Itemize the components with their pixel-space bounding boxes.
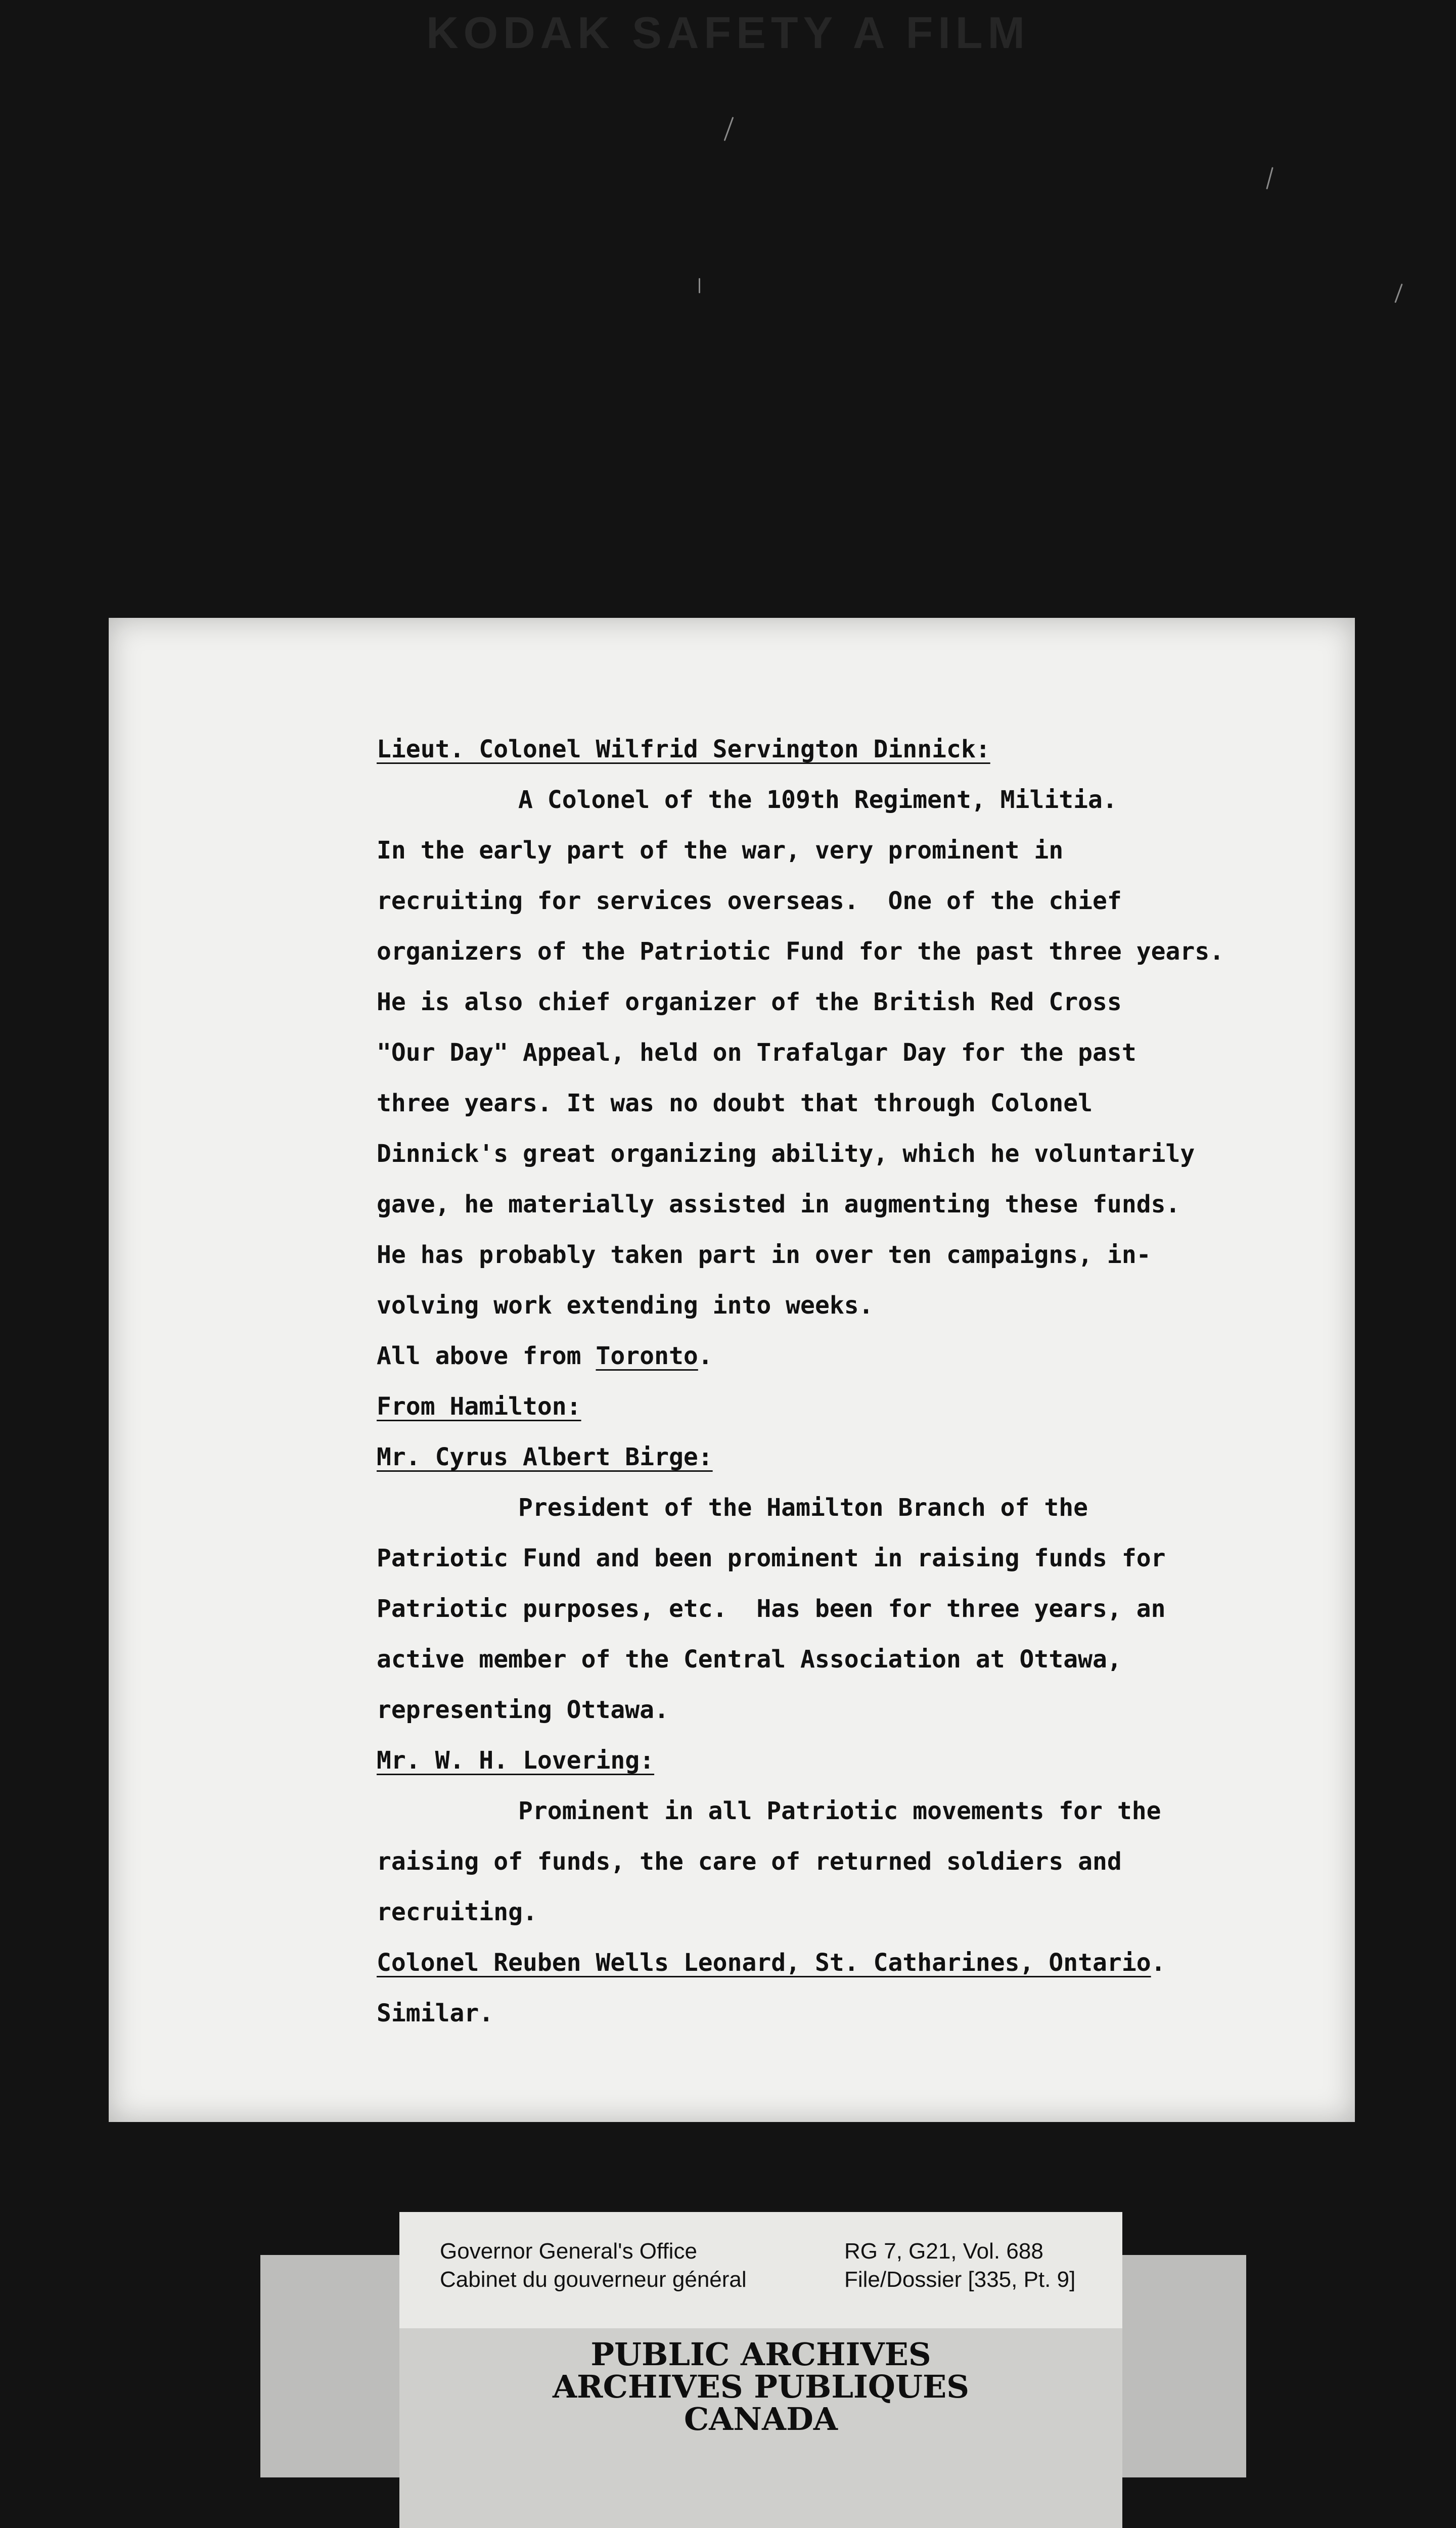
text-line: active member of the Central Association at Ottawa, — [377, 1645, 1122, 1674]
film-scratch — [1394, 284, 1403, 303]
heading-birge: Mr. Cyrus Albert Birge: — [377, 1443, 713, 1471]
leonard-suffix: . — [1151, 1949, 1166, 1977]
text-line: volving work extending into weeks. — [377, 1291, 874, 1320]
reference-block — [844, 2237, 1075, 2294]
stamp-line-2: ARCHIVES PUBLIQUES — [552, 2368, 970, 2405]
file-number: File/Dossier [335, Pt. 9] — [844, 2267, 1076, 2292]
toronto-line — [377, 1331, 1337, 1381]
text-line: organizers of the Patriotic Fund for the past three years. — [377, 937, 1224, 966]
heading-lovering: Mr. W. H. Lovering: — [377, 1746, 655, 1775]
text-line: three years. It was no doubt that through Colonel — [377, 1089, 1093, 1117]
text-line: He has probably taken part in over ten campaigns, in- — [377, 1241, 1151, 1269]
text-line: Dinnick's great organizing ability, which he voluntarily — [377, 1140, 1195, 1168]
heading-from-hamilton: From Hamilton: — [377, 1392, 581, 1421]
office-block — [440, 2237, 747, 2294]
archive-stamp — [399, 2338, 1122, 2435]
toronto-prefix: All above from — [377, 1342, 596, 1370]
archive-reference-label — [399, 2212, 1122, 2328]
text-line: Similar. — [377, 1999, 494, 2027]
text-line: representing Ottawa. — [377, 1696, 669, 1724]
text-line: He is also chief organizer of the British Red Cross — [377, 988, 1122, 1016]
film-scratch — [724, 117, 734, 141]
document-page — [109, 618, 1355, 2122]
text-line: A Colonel of the 109th Regiment, Militia. — [518, 786, 1117, 814]
text-line: recruiting. — [377, 1898, 537, 1926]
film-edge-marking — [0, 0, 1456, 66]
office-english: Governor General's Office — [440, 2239, 697, 2264]
text-line: President of the Hamilton Branch of the — [518, 1494, 1088, 1522]
stamp-line-1: PUBLIC ARCHIVES — [590, 2336, 931, 2373]
film-edge-text: KODAK SAFETY A FILM — [426, 8, 1030, 58]
heading-dinnick: Lieut. Colonel Wilfrid Servington Dinnick: — [377, 735, 990, 763]
stamp-line-3: CANADA — [684, 2401, 838, 2437]
text-line: "Our Day" Appeal, held on Trafalgar Day for the past — [377, 1039, 1136, 1067]
film-scratch — [1266, 167, 1273, 189]
text-line: Patriotic purposes, etc. Has been for three years, an — [377, 1595, 1166, 1623]
text-line: gave, he materially assisted in augmenting these funds. — [377, 1190, 1180, 1218]
office-french: Cabinet du gouverneur général — [440, 2267, 747, 2292]
text-line: In the early part of the war, very prominent in — [377, 836, 1064, 865]
heading-leonard: Colonel Reuben Wells Leonard, St. Catharines, Ontario — [377, 1949, 1151, 1977]
text-line: raising of funds, the care of returned soldiers and — [377, 1847, 1122, 1876]
document-text — [377, 724, 1337, 2039]
film-scratch — [699, 278, 700, 293]
toronto-word: Toronto — [596, 1342, 698, 1370]
toronto-suffix: . — [698, 1342, 713, 1370]
text-line: recruiting for services overseas. One of the chief — [377, 887, 1122, 915]
record-group: RG 7, G21, Vol. 688 — [844, 2239, 1043, 2264]
leonard-line — [377, 1937, 1337, 1988]
text-line: Prominent in all Patriotic movements for the — [518, 1797, 1161, 1825]
text-line: Patriotic Fund and been prominent in raising funds for — [377, 1544, 1166, 1572]
